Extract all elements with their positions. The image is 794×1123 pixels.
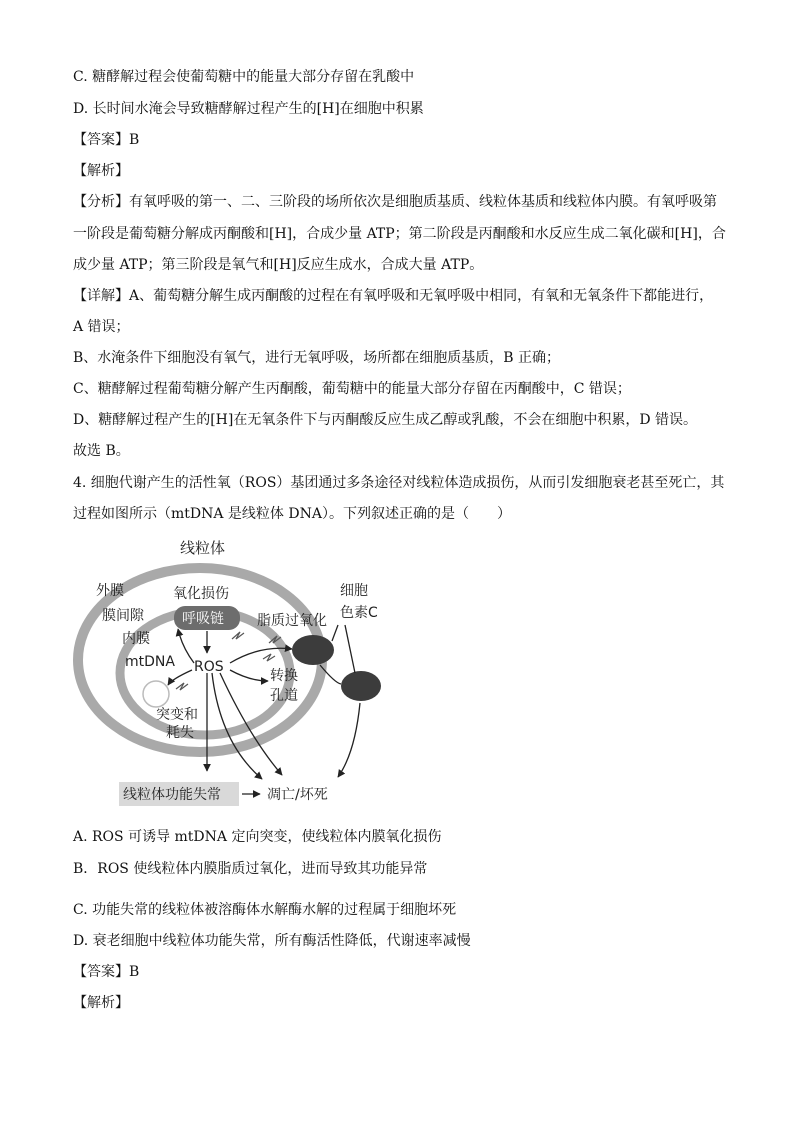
detail-paragraph-line: B、水淹条件下细胞没有氧气，进行无氧呼吸，场所都在细胞质基质，B 正确； <box>73 350 561 366</box>
option-d: D. 衰老细胞中线粒体功能失常，所有酶活性降低，代谢速率减慢 <box>73 933 471 949</box>
analysis-paragraph-line: 【分析】有氧呼吸的第一、二、三阶段的场所依次是细胞质基质、线粒体基质和线粒体内膜。有氧呼吸第 <box>73 194 717 210</box>
arrow-ros-to-pore <box>230 670 268 681</box>
lightning-icon <box>176 683 188 690</box>
detail-paragraph-line: C、糖酵解过程葡萄糖分解产生丙酮酸，葡萄糖中的能量大部分存留在丙酮酸中，C 错误； <box>73 381 631 397</box>
conclusion-line: 故选 B。 <box>73 443 130 459</box>
arrow-ros-to-mtdna <box>168 670 192 685</box>
question-4-stem: 4. 细胞代谢产生的活性氧（ROS）基团通过多条途径对线粒体造成损伤，从而引发细胞衰老甚至死亡，其 <box>73 475 725 491</box>
option-b: B．ROS 使线粒体内膜脂质过氧化，进而导致其功能异常 <box>73 861 428 877</box>
analysis-heading-2: 【解析】 <box>73 995 129 1011</box>
analysis-heading: 【解析】 <box>73 163 129 179</box>
question-4-stem: 过程如图所示（mtDNA 是线粒体 DNA）。下列叙述正确的是（ ） <box>73 506 511 522</box>
analysis-paragraph-line: 成少量 ATP；第三阶段是氧气和[H]反应生成水，合成大量 ATP。 <box>73 257 484 273</box>
cytochrome-oval-2 <box>341 671 381 701</box>
label-ros: ROS <box>194 659 224 675</box>
label-intermembrane-space: 膜间隙 <box>102 608 144 624</box>
answer-label: 【答案】B <box>73 132 140 148</box>
cytochrome-oval-1 <box>292 635 334 665</box>
arrow-ros-to-damage <box>178 629 194 663</box>
label-cytochrome-line1: 细胞 <box>340 583 368 599</box>
label-lipid-peroxidation: 脂质过氧化 <box>257 613 327 629</box>
label-dysfunction: 线粒体功能失常 <box>123 787 221 803</box>
mtdna-circle <box>143 681 169 707</box>
arrow-oval-to-death <box>338 703 360 777</box>
option-c: C. 功能失常的线粒体被溶酶体水解酶水解的过程属于细胞坏死 <box>73 902 457 918</box>
label-respiratory-chain: 呼吸链 <box>182 611 224 627</box>
label-transition-pore-line2: 孔道 <box>270 688 298 704</box>
label-inner-membrane: 内膜 <box>122 631 150 647</box>
detail-paragraph-line: A 错误； <box>73 319 130 335</box>
detail-paragraph-line: 【详解】A、葡萄糖分解生成丙酮酸的过程在有氧呼吸和无氧呼吸中相同，有氧和无氧条件下都能进行， <box>73 288 714 304</box>
label-apoptosis-necrosis: 凋亡/坏死 <box>267 787 328 803</box>
option-c-previous: C. 糖酵解过程会使葡萄糖中的能量大部分存留在乳酸中 <box>73 69 415 85</box>
mitochondria-ros-diagram <box>70 533 378 813</box>
lightning-icon <box>263 654 275 661</box>
label-transition-pore-line1: 转换 <box>270 668 298 684</box>
option-a: A. ROS 可诱导 mtDNA 定向突变，使线粒体内膜氧化损伤 <box>73 829 442 845</box>
detail-paragraph-line: D、糖酵解过程产生的[H]在无氧条件下与丙酮酸反应生成乙醇或乳酸，不会在细胞中积累，D 错误。 <box>73 412 698 428</box>
line-oval1-to-label <box>332 625 338 641</box>
analysis-paragraph-line: 一阶段是葡萄糖分解成丙酮酸和[H]，合成少量 ATP；第二阶段是丙酮酸和水反应生成二氧化碳和[H]，合 <box>73 226 726 242</box>
label-oxidative-damage: 氧化损伤 <box>173 586 229 602</box>
diagram-svg <box>70 533 378 813</box>
line-oval2-to-label <box>345 625 355 673</box>
label-cytochrome-line2: 色素C <box>340 605 378 621</box>
lightning-icon <box>232 632 244 639</box>
diagram-title: 线粒体 <box>180 539 226 557</box>
label-mtdna: mtDNA <box>125 654 175 670</box>
answer-label-2: 【答案】B <box>73 964 140 980</box>
label-outer-membrane: 外膜 <box>96 583 124 599</box>
label-mutation-line1: 突变和 <box>156 707 198 723</box>
label-mutation-line2: 耗失 <box>166 725 194 741</box>
option-d-previous: D. 长时间水淹会导致糖酵解过程产生的[H]在细胞中积累 <box>73 101 424 117</box>
